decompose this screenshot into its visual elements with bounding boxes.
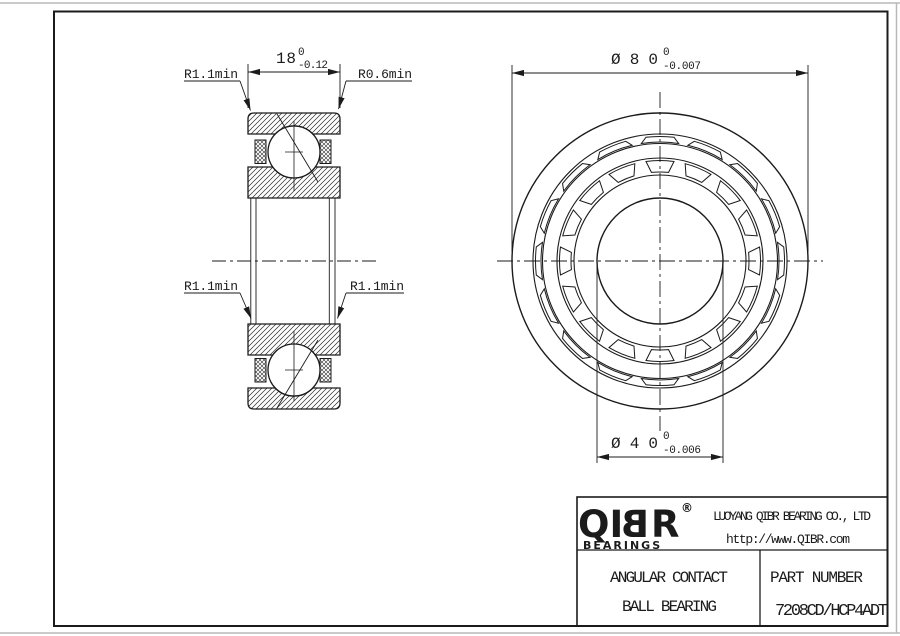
radius-callout-mid-right [338, 279, 405, 319]
cage-pocket [709, 160, 761, 212]
front-view [497, 47, 823, 463]
dim-value: 18 [276, 50, 296, 68]
logo-subtext: BEARINGS [583, 539, 663, 552]
cage-section-top-right [320, 140, 331, 164]
logo-text-right: R [651, 503, 680, 546]
label: R1.1min [184, 279, 238, 294]
leader-line [240, 293, 251, 319]
cage-section-bottom-left [255, 359, 266, 383]
radius-callout-mid-left [184, 279, 251, 319]
dim-tol-upper: 0 [663, 431, 670, 443]
cage-pocket [559, 160, 611, 212]
dim-tol-lower: -0.006 [663, 445, 701, 457]
label: R1.1min [184, 67, 238, 82]
radius-callout-top-right [339, 67, 413, 109]
section-view [184, 47, 412, 409]
dim-tol-lower: -0.007 [663, 61, 701, 73]
leader-line [338, 293, 347, 319]
company-website: http://www.QIBR.com [726, 532, 850, 547]
label: R1.1min [350, 279, 404, 294]
dim-value: Ø40 [611, 435, 658, 453]
part-number-value: 7208CD/HCP4ADT [775, 602, 888, 621]
registered-trademark-icon: ® [681, 501, 693, 515]
dim-value: Ø80 [611, 51, 658, 69]
title-block [577, 497, 888, 626]
dim-tol-upper: 0 [663, 47, 670, 59]
product-name-line2: BALL BEARING [622, 598, 717, 616]
product-name-line1: ANGULAR CONTACT [610, 569, 728, 587]
part-number-label: PART NUMBER [770, 569, 863, 587]
cage-pocket [709, 310, 761, 362]
logo-text-left: QI [578, 503, 624, 546]
label: R0.6min [358, 67, 412, 82]
logo-text-mirrored-b: B [620, 503, 649, 546]
dim-tol-lower: -0.12 [298, 60, 328, 72]
leader-line [240, 81, 251, 111]
company-logo [578, 501, 693, 552]
cage-section-bottom-right [320, 359, 331, 383]
dim-tol-upper: 0 [298, 47, 305, 59]
radius-callout-top-left [184, 67, 251, 111]
cage-pocket [559, 310, 611, 362]
dimension-width-18 [248, 47, 340, 108]
company-name: LUOYANG QIBR BEARING CO., LTD [713, 509, 871, 524]
cage-section-top-left [255, 140, 266, 164]
